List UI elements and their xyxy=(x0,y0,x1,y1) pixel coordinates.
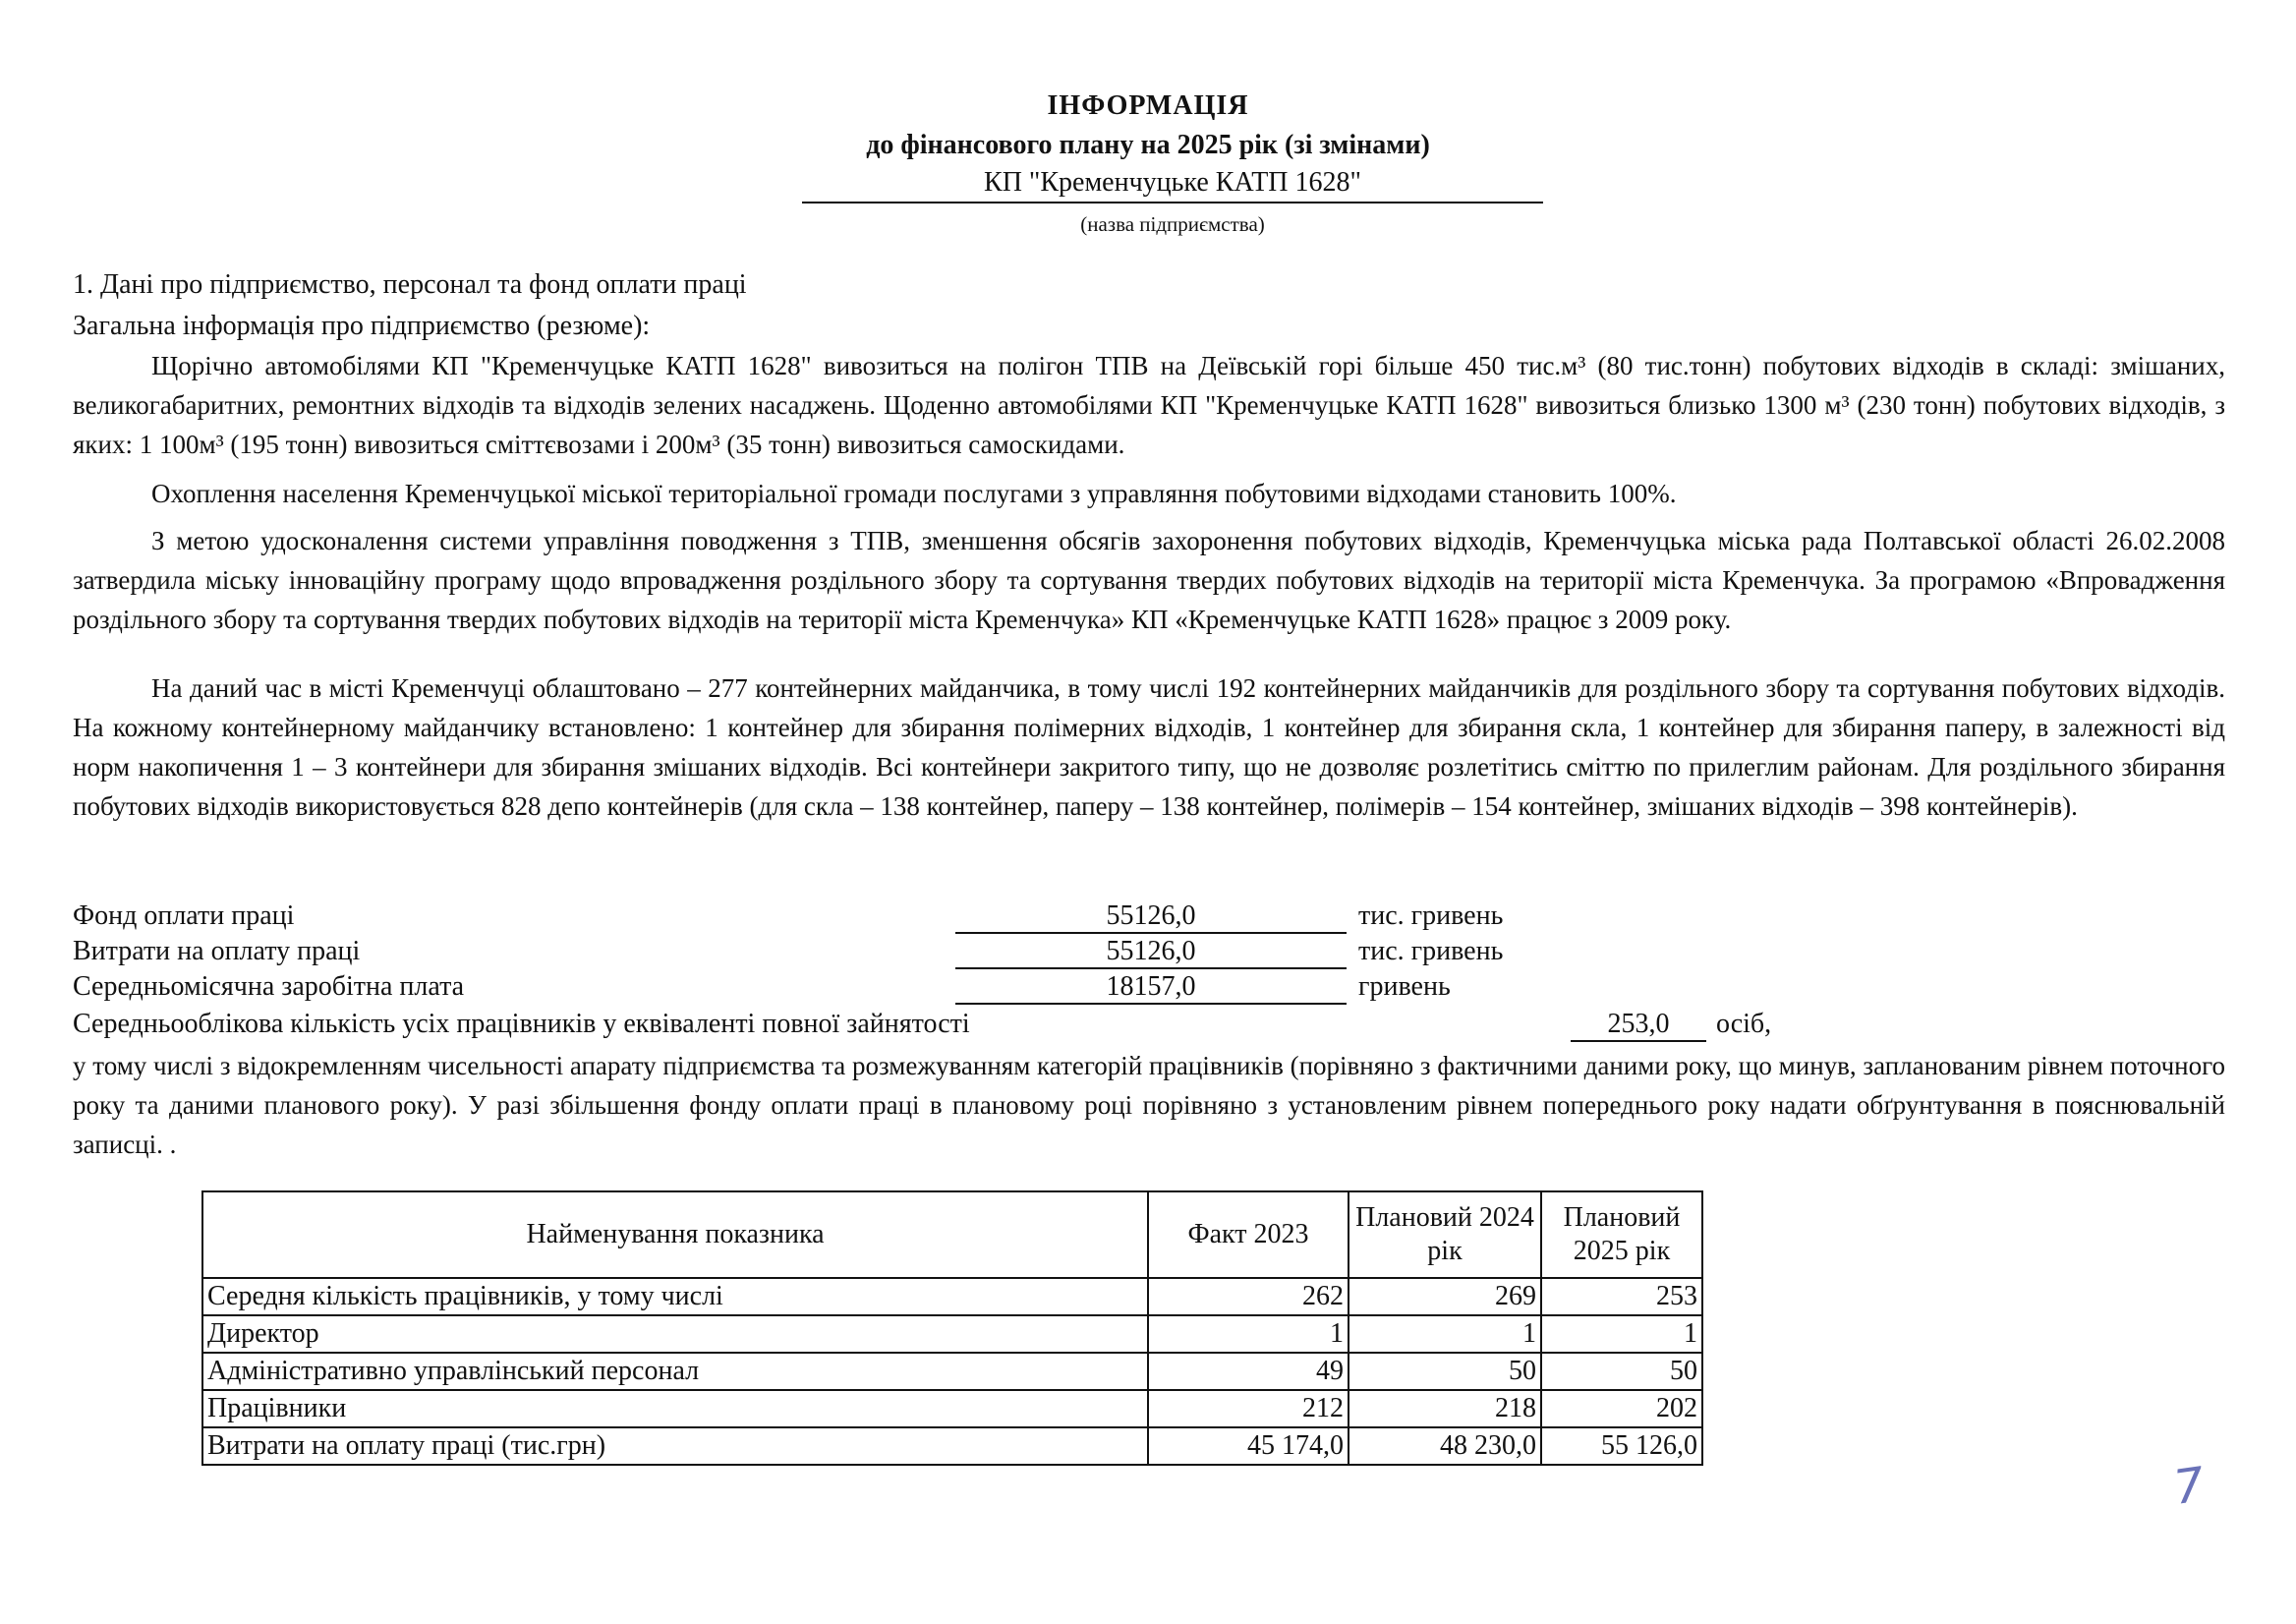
table-header-cell: Плановий 2024 рік xyxy=(1349,1191,1541,1278)
table-row xyxy=(202,1353,1702,1390)
table-cell: 50 xyxy=(1349,1353,1541,1390)
avg-salary-label: Середньомісячна заробітна плата xyxy=(73,971,465,1002)
labor-cost-unit: тис. гривень xyxy=(1358,936,1504,966)
labor-cost-label: Витрати на оплату праці xyxy=(73,936,361,966)
enterprise-name: КП "Кременчуцьке КАТП 1628" xyxy=(802,167,1543,203)
wage-fund-value: 55126,0 xyxy=(955,900,1347,934)
table-header-cell: Плановий 2025 рік xyxy=(1541,1191,1702,1278)
page-number-mark: 7 xyxy=(2170,1457,2209,1516)
enterprise-caption: (назва підприємства) xyxy=(1080,212,1265,236)
paragraph-program: З метою удосконалення системи управління поводження з ТПВ, зменшення обсягів захоронення побутових відходів, Кременчуцька міська рада Полтавської області 26.02.2008 затвердила міську інноваційну програму щодо впровадження роздільного збору та сортування твердих побутових відходів на території міста Кременчука. За програмою «Впровадження роздільного збору та сортування твердих побутових відходів на території міста Кременчука» КП «Кременчуцьке КАТП 1628» працює з 2009 року. xyxy=(73,526,2225,634)
paragraph-waste-volume: Щорічно автомобілями КП "Кременчуцьке КАТП 1628" вивозиться на полігон ТПВ на Деївській горі більше 450 тис.м³ (80 тис.тонн) побутових відходів в складі: змішаних, великогабаритних, ремонтних відходів та відходів зелених насаджень. Щоденно автомобілями КП "Кременчуцьке КАТП 1628" вивозиться близько 1300 м³ (230 тонн) побутових відходів, з яких: 1 100м³ (195 тонн) вивозиться сміттєвозами і 200м³ (35 тонн) вивозиться самоскидами. xyxy=(73,351,2225,459)
table-cell: 1 xyxy=(1541,1315,1702,1353)
table-header-row xyxy=(202,1191,1702,1278)
table-cell: Адміністративно управлінський персонал xyxy=(202,1353,1148,1390)
paragraph-coverage: Охоплення населення Кременчуцької міської територіальної громади послугами з управляння побутовими відходами становить 100%. xyxy=(151,479,1677,508)
table-cell: Працівники xyxy=(202,1390,1148,1427)
headcount-unit: осіб, xyxy=(1716,1009,1772,1039)
table-header-cell: Факт 2023 xyxy=(1148,1191,1349,1278)
table-cell: 55 126,0 xyxy=(1541,1427,1702,1465)
table-cell: 49 xyxy=(1148,1353,1349,1390)
table-row xyxy=(202,1278,1702,1315)
section-heading: 1. Дані про підприємство, персонал та фонд оплати праці xyxy=(73,269,747,300)
table-row xyxy=(202,1315,1702,1353)
staff-table xyxy=(201,1190,1703,1466)
wage-fund-unit: тис. гривень xyxy=(1358,900,1504,931)
table-cell: 262 xyxy=(1148,1278,1349,1315)
table-cell: 202 xyxy=(1541,1390,1702,1427)
table-cell: 1 xyxy=(1148,1315,1349,1353)
table-row xyxy=(202,1427,1702,1465)
table-cell: 212 xyxy=(1148,1390,1349,1427)
table-cell: 50 xyxy=(1541,1353,1702,1390)
avg-salary-unit: гривень xyxy=(1358,971,1451,1002)
table-cell: 45 174,0 xyxy=(1148,1427,1349,1465)
table-cell: Середня кількість працівників, у тому числі xyxy=(202,1278,1148,1315)
table-cell: 269 xyxy=(1349,1278,1541,1315)
table-header-cell: Найменування показника xyxy=(202,1191,1148,1278)
general-info-label: Загальна інформація про підприємство (резюме): xyxy=(73,311,651,341)
headcount-value: 253,0 xyxy=(1571,1009,1706,1042)
table-cell: 1 xyxy=(1349,1315,1541,1353)
avg-salary-value: 18157,0 xyxy=(955,971,1347,1005)
wage-fund-label: Фонд оплати праці xyxy=(73,900,295,931)
headcount-label: Середньооблікова кількість усіх працівників у еквіваленті повної зайнятості xyxy=(73,1009,970,1039)
table-cell: 218 xyxy=(1349,1390,1541,1427)
document-title: ІНФОРМАЦІЯ xyxy=(1047,90,1249,121)
document-subtitle: до фінансового плану на 2025 рік (зі змінами) xyxy=(866,130,1430,160)
table-cell: Витрати на оплату праці (тис.грн) xyxy=(202,1427,1148,1465)
table-cell: 48 230,0 xyxy=(1349,1427,1541,1465)
labor-cost-value: 55126,0 xyxy=(955,936,1347,969)
staffing-note: у тому числі з відокремленням чисельності апарату підприємства та розмежуванням категорій працівників (порівняно з фактичними даними року, що минув, запланованим рівнем поточного року та даними планового року). У разі збільшення фонду оплати праці в плановому році порівняно з установленим рівнем попереднього року надати обґрунтування в пояснювальній записці. . xyxy=(73,1051,2225,1159)
table-row xyxy=(202,1390,1702,1427)
table-cell: 253 xyxy=(1541,1278,1702,1315)
table-cell: Директор xyxy=(202,1315,1148,1353)
paragraph-containers: На даний час в місті Кременчуці облаштовано – 277 контейнерних майданчика, в тому числі 192 контейнерних майданчиків для роздільного збору та сортування побутових відходів. На кожному контейнерному майданчику встановлено: 1 контейнер для збирання полімерних відходів, 1 контейнер для збирання скла, 1 контейнер для збирання паперу, в залежності від норм накопичення 1 – 3 контейнери для збирання змішаних відходів. Всі контейнери закритого типу, що не дозволяє розлетітись сміттю по прилеглим районам. Для роздільного збирання побутових відходів використовується 828 депо контейнерів (для скла – 138 контейнер, паперу – 138 контейнер, полімерів – 154 контейнер, змішаних відходів – 398 контейнерів). xyxy=(73,673,2225,821)
